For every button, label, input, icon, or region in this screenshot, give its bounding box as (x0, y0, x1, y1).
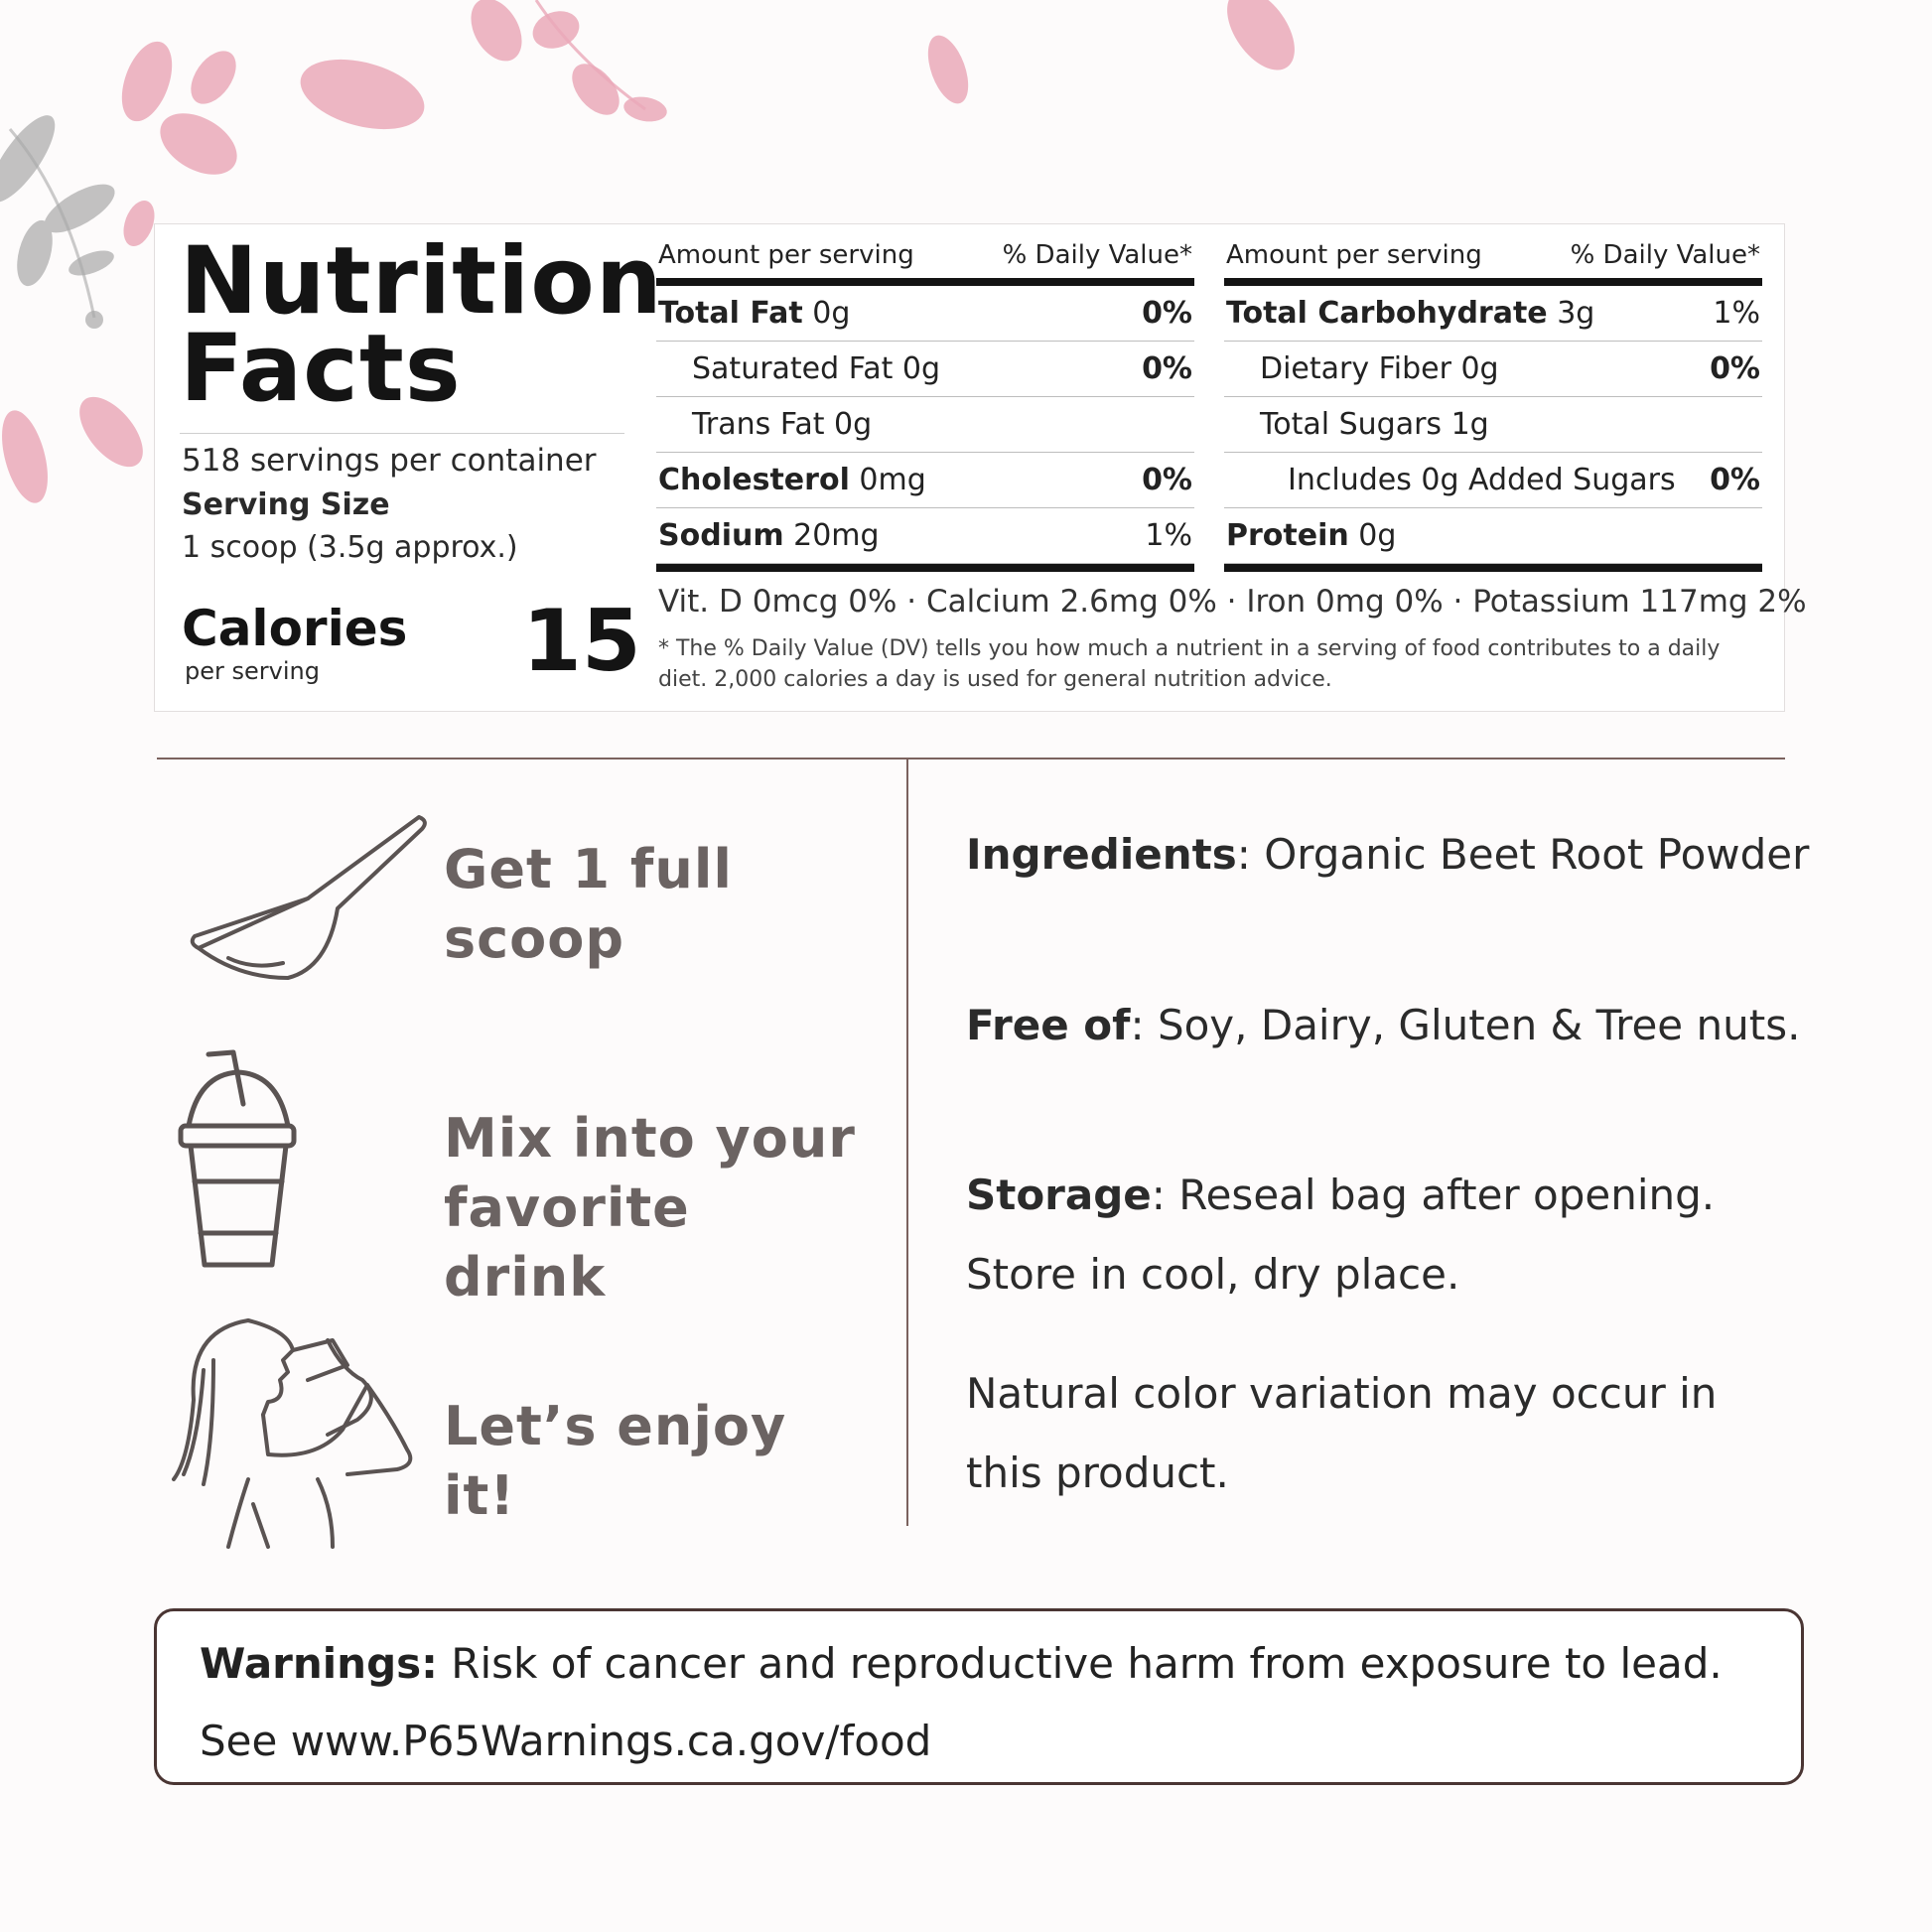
nutrient-amount: 0g (1348, 518, 1397, 553)
scoop-icon (169, 799, 427, 998)
amount-per-serving-header: Amount per serving (1226, 240, 1482, 270)
nutrient-amount: 0g (802, 296, 851, 331)
step-text (444, 1104, 861, 1312)
serving-size-label: Serving Size (182, 487, 390, 522)
calories-per-serving-label: per serving (185, 657, 320, 685)
prop65-warning-box (154, 1608, 1804, 1785)
color-variation-line-1: Natural color variation may occur in (966, 1369, 1718, 1418)
nutrition-facts-title: Nutrition Facts (180, 227, 663, 423)
thick-rule (656, 564, 1194, 572)
nutrient-daily-value: 0% (1142, 296, 1192, 331)
ingredients-info (966, 830, 1809, 879)
section-divider-vertical (906, 759, 908, 1526)
thick-rule (656, 278, 1194, 286)
storage-info (966, 1156, 1715, 1314)
nutrient-row-protein (1224, 508, 1762, 564)
color-variation-note (966, 1354, 1717, 1513)
servings-per-container: 518 servings per container (182, 443, 597, 479)
nutrient-daily-value: 0% (1710, 463, 1760, 497)
storage-label: Storage (966, 1171, 1152, 1219)
nutrition-facts-panel (154, 223, 1807, 712)
nutrient-daily-value: 0% (1710, 351, 1760, 386)
nutrient-name: Total Fat (658, 296, 803, 331)
nutrient-name: Trans Fat (692, 407, 825, 442)
storage-line-2: Store in cool, dry place. (966, 1250, 1460, 1299)
nutrient-name: Protein (1226, 518, 1349, 553)
step-text-line: Let’s enjoy it! (444, 1395, 787, 1527)
nutrient-row-total-fat (656, 286, 1194, 342)
nutrient-name: Dietary Fiber (1260, 351, 1451, 386)
warning-text: Risk of cancer and reproductive harm from exposure to lead. (437, 1639, 1723, 1688)
nutrient-row-saturated-fat (656, 342, 1194, 397)
step-text (444, 835, 861, 974)
nutrient-name: Total Carbohydrate (1226, 296, 1548, 331)
calories-value: 15 (522, 592, 641, 691)
free-of-value: : Soy, Dairy, Gluten & Tree nuts. (1130, 1001, 1801, 1049)
storage-value: : Reseal bag after opening. (1151, 1171, 1716, 1219)
nutrient-amount: 20mg (783, 518, 880, 553)
nutrient-name: Cholesterol (658, 463, 850, 497)
free-of-label: Free of (966, 1001, 1131, 1049)
step-text-line: favorite drink (444, 1176, 690, 1309)
drink-cup-icon (169, 1044, 328, 1273)
amount-per-serving-header: Amount per serving (658, 240, 914, 270)
step-text-line: scoop (444, 907, 625, 970)
direction-step-mix (169, 1044, 864, 1309)
warning-line-1 (200, 1639, 1723, 1688)
thick-rule (1224, 564, 1762, 572)
daily-value-header: % Daily Value* (1570, 240, 1760, 270)
title-divider (180, 433, 624, 434)
warning-url-line: See www.P65Warnings.ca.gov/food (200, 1717, 932, 1765)
nutrient-amount: 0g (893, 351, 941, 386)
nutrient-daily-value: 1% (1713, 296, 1760, 331)
daily-value-header: % Daily Value* (1002, 240, 1192, 270)
serving-size-value: 1 scoop (3.5g approx.) (182, 530, 518, 565)
step-text (444, 1392, 861, 1531)
nutrient-daily-value: 0% (1142, 463, 1192, 497)
nutrient-amount: 0g (824, 407, 873, 442)
direction-step-enjoy (169, 1311, 864, 1527)
step-text-line: Mix into your (444, 1107, 856, 1170)
woman-drinking-icon (169, 1311, 427, 1549)
section-divider-horizontal (157, 758, 1785, 759)
nutrient-amount: 0g (1450, 351, 1499, 386)
nutrient-row-total-carbohydrate (1224, 286, 1762, 342)
warning-label: Warnings: (200, 1639, 438, 1688)
calories-label: Calories (182, 600, 408, 657)
nutrient-row-sodium (656, 508, 1194, 564)
nutrient-daily-value: 0% (1142, 351, 1192, 386)
ingredients-label: Ingredients (966, 830, 1237, 879)
nutrient-row-cholesterol (656, 453, 1194, 508)
nutrient-row-added-sugars (1224, 453, 1762, 508)
color-variation-line-2: this product. (966, 1449, 1229, 1497)
nutrient-row-trans-fat (656, 397, 1194, 453)
nutrient-daily-value: 1% (1145, 518, 1192, 553)
nutrient-column-right (1224, 234, 1762, 572)
nutrient-name: Saturated Fat (692, 351, 894, 386)
nutrient-name: Total Sugars (1260, 407, 1443, 442)
ingredients-value: : Organic Beet Root Powder (1236, 830, 1810, 879)
nutrient-name: Sodium (658, 518, 784, 553)
nutrient-column-left (656, 234, 1194, 572)
thick-rule (1224, 278, 1762, 286)
nutrient-row-dietary-fiber (1224, 342, 1762, 397)
nutrient-amount: 3g (1547, 296, 1595, 331)
step-text-line: Get 1 full (444, 838, 733, 900)
daily-value-footnote: * The % Daily Value (DV) tells you how much a nutrient in a serving of food contributes to a daily diet. 2,000 calories a day is used for general nutrition advice. (658, 636, 1721, 692)
nutrient-row-total-sugars (1224, 397, 1762, 453)
free-of-info (966, 1001, 1800, 1049)
column-header (656, 234, 1194, 276)
nutrient-name: Includes 0g Added Sugars (1288, 463, 1676, 497)
nutrient-amount: 0mg (849, 463, 926, 497)
column-header (1224, 234, 1762, 276)
nutrient-amount: 1g (1442, 407, 1489, 442)
vitamins-minerals-line: Vit. D 0mcg 0% · Calcium 2.6mg 0% · Iron 0mg 0% · Potassium 117mg 2% (658, 584, 1807, 620)
direction-step-scoop (169, 799, 864, 998)
